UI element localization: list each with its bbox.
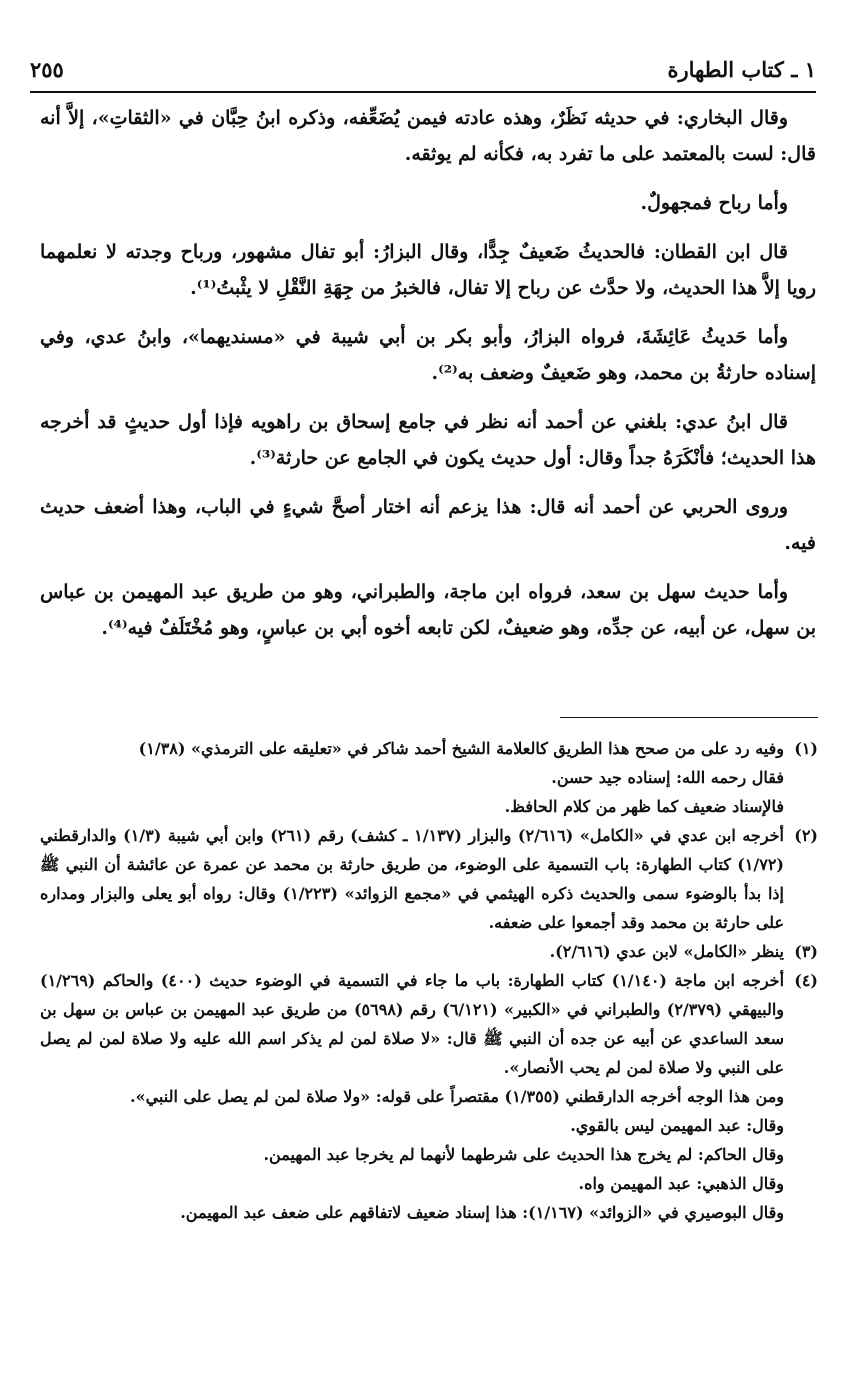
footnote-line: ومن هذا الوجه أخرجه الدارقطني (١/٣٥٥) مقتصراً على قوله: «ولا صلاة لمن لم يصل على النبي».: [130, 1087, 784, 1106]
footnote-line: وقال الذهبي: عبد المهيمن واه.: [578, 1174, 784, 1193]
paragraph: وأما حَديثُ عَائِشَةَ، فرواه البزارُ، وأبو بكر بن أبي شيبة في «مسنديهما»، وابنُ عدي، وفي إسناده حارثةُ بن محمد، وهو ضَعيفٌ وضعف به⁽²⁾.: [40, 326, 816, 384]
footnote-text: [40, 937, 784, 966]
page-header: [30, 55, 816, 93]
footnote-line: ينظر «الكامل» لابن عدي (٢/٦١٦).: [549, 942, 784, 961]
footnote-3: [40, 937, 818, 966]
footnote-line: وقال: عبد المهيمن ليس بالقوي.: [570, 1116, 784, 1135]
footnote-separator: [560, 717, 818, 718]
footnote-text: [40, 734, 784, 821]
page-number: ٢٥٥: [30, 57, 64, 82]
main-text: [40, 100, 816, 659]
footnote-number: (٤): [794, 971, 818, 990]
footnote-line: وفيه رد على من صحح هذا الطريق كالعلامة الشيخ أحمد شاكر في «تعليقه على الترمذي» (١/٣٨): [138, 739, 784, 758]
footnote-number: (٣): [794, 942, 818, 961]
footnote-1: [40, 734, 818, 821]
footnote-number: (١): [794, 739, 818, 758]
paragraph: وروى الحربي عن أحمد أنه قال: هذا يزعم أنه اختار أصحَّ شيءٍ في الباب، وهذا أضعف حديث فيه.: [40, 496, 816, 554]
footnote-text: [40, 821, 784, 937]
footnote-text: [40, 966, 784, 1227]
footnote-line: أخرجه ابن ماجة (١/١٤٠) كتاب الطهارة: باب ما جاء في التسمية في الوضوء حديث (٤٠٠) والحاكم (١/٢٦٩) والبيهقي (٢/٣٧٩) والطبراني في «الكبير» (٦/١٢١) رقم (٥٦٩٨) من طريق عبد المهيمن بن عباس بن سهل بن سعد الساعدي عن أبيه عن جده أن النبي ﷺ قال: «لا صلاة لمن لم يذكر اسم الله عليه ولا صلاة لمن لم يصل على النبي ولا صلاة لمن لم يحب الأنصار».: [40, 971, 785, 1077]
footnote-line: وقال البوصيري في «الزوائد» (١/١٦٧): هذا إسناد ضعيف لاتفاقهم على ضعف عبد المهيمن.: [180, 1203, 784, 1222]
paragraph: وقال البخاري: في حديثه نَظَرٌ، وهذه عادته فيمن يُضَعِّفه، وذكره ابنُ حِبَّان في «الثقاتِ»، إلاَّ أنه قال: لست بالمعتمد على ما تفرد به، فكأنه لم يوثقه.: [40, 107, 816, 165]
paragraph: وأما رباح فمجهولٌ.: [640, 192, 788, 214]
paragraph: وأما حديث سهل بن سعد، فرواه ابن ماجة، والطبراني، وهو من طريق عبد المهيمن بن عباس بن سهل، عن أبيه، عن جدِّه، وهو ضعيفٌ، لكن تابعه أخوه أبي بن عباسٍ، وهو مُخْتَلَفٌ فيه⁽⁴⁾.: [40, 581, 816, 639]
footnote-line: فالإسناد ضعيف كما ظهر من كلام الحافظ.: [504, 797, 784, 816]
chapter-title: ١ ـ كتاب الطهارة: [667, 57, 816, 82]
footnotes: [40, 734, 818, 1227]
footnote-line: فقال رحمه الله: إسناده جيد حسن.: [551, 768, 784, 787]
footnote-4: [40, 966, 818, 1227]
footnote-line: وقال الحاكم: لم يخرج هذا الحديث على شرطهما لأنهما لم يخرجا عبد المهيمن.: [263, 1145, 784, 1164]
footnote-line: أخرجه ابن عدي في «الكامل» (٢/٦١٦) والبزار (١/١٣٧ ـ كشف) رقم (٢٦١) وابن أبي شيبة (١/٣) والدارقطني (١/٧٢) كتاب الطهارة: باب التسمية على الوضوء، من طريق حارثة بن محمد عن عمرة عن عائشة أن النبي ﷺ إذا بدأ بالوضوء سمى والحديث ذكره الهيثمي في «مجمع الزوائد» (١/٢٢٣) وقال: رواه أبو يعلى والبزار ومداره على حارثة بن محمد وقد أجمعوا على ضعفه.: [40, 826, 784, 932]
footnote-number: (٢): [794, 826, 818, 845]
footnote-2: [40, 821, 818, 937]
paragraph: قال ابن القطان: فالحديثُ ضَعيفٌ جِدًّا، وقال البزارُ: أبو تفال مشهور، ورباح وجدته لا نعلمهما رويا إلاَّ هذا الحديث، ولا حدَّث عن رباح إلا تفال، فالخبرُ من جِهَةِ النَّقْلِ لا يثْبتُ⁽¹⁾.: [40, 241, 816, 299]
paragraph: قال ابنُ عدي: بلغني عن أحمد أنه نظر في جامع إسحاق بن راهويه فإذا أول حديثٍ قد أخرجه هذا الحديث؛ فأنْكَرَهُ جداً وقال: أول حديث يكون في الجامع عن حارثة⁽³⁾.: [40, 411, 816, 469]
